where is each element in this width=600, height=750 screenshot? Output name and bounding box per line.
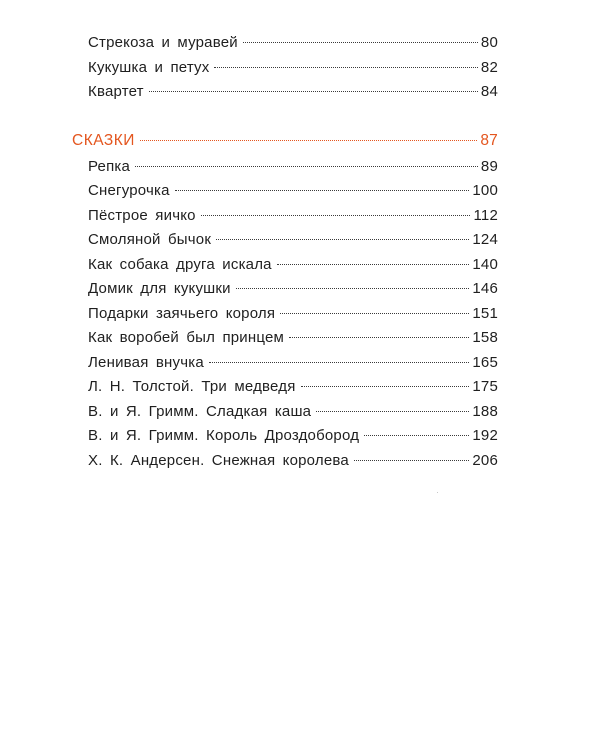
toc-section-group bbox=[88, 158, 498, 477]
toc-entry-page: 89 bbox=[480, 157, 498, 175]
toc-leader-dots bbox=[135, 166, 478, 167]
toc-leader-dots bbox=[140, 140, 477, 141]
toc-entry[interactable] bbox=[88, 158, 498, 183]
toc-entry[interactable] bbox=[88, 354, 498, 379]
toc-entry[interactable] bbox=[88, 403, 498, 428]
toc-leader-dots bbox=[214, 67, 477, 68]
toc-entry-title: В. и Я. Гримм. Сладкая каша bbox=[88, 402, 312, 420]
toc-entry-page: 165 bbox=[472, 353, 498, 371]
toc-entry-title: Как собака друга искала bbox=[88, 255, 272, 273]
toc-leader-dots bbox=[364, 435, 469, 436]
toc-entry[interactable] bbox=[88, 207, 498, 232]
toc-entry-title: Смоляной бычок bbox=[88, 231, 212, 248]
toc-entry[interactable] bbox=[88, 256, 498, 281]
toc-leader-dots bbox=[209, 362, 469, 363]
toc-entry-title: Домик для кукушки bbox=[88, 280, 231, 297]
toc-entry-page: 146 bbox=[472, 280, 498, 297]
toc-leader-dots bbox=[280, 313, 469, 314]
toc-entry-page: 188 bbox=[472, 402, 498, 420]
section-spacer bbox=[88, 108, 498, 132]
toc-leader-dots bbox=[243, 42, 478, 43]
toc-entry-title: Пёстрое яичко bbox=[88, 206, 196, 224]
toc-section-heading[interactable] bbox=[72, 132, 498, 158]
toc-entry-title: Л. Н. Толстой. Три медведя bbox=[88, 378, 296, 395]
toc-entry-title: Стрекоза и муравей bbox=[88, 34, 238, 51]
toc-entry-title: Подарки заячьего короля bbox=[88, 304, 276, 322]
toc-leader-dots bbox=[316, 411, 469, 412]
toc-entry[interactable] bbox=[88, 329, 498, 354]
toc-entry-title: Х. К. Андерсен. Снежная королева bbox=[88, 451, 349, 469]
toc-entry-page: 100 bbox=[472, 182, 498, 199]
section-title: СКАЗКИ bbox=[72, 131, 135, 149]
toc-entry-page: 206 bbox=[472, 451, 498, 469]
toc-entry-page: 192 bbox=[472, 427, 498, 444]
toc-entry-title: Ленивая внучка bbox=[88, 353, 204, 371]
toc-entry[interactable] bbox=[88, 59, 498, 84]
toc-entry[interactable] bbox=[88, 280, 498, 305]
toc-entry[interactable] bbox=[88, 34, 498, 59]
toc-entry-page: 112 bbox=[473, 206, 498, 224]
toc-entry-page: 124 bbox=[472, 231, 498, 248]
toc-entry[interactable] bbox=[88, 427, 498, 452]
section-page: 87 bbox=[480, 131, 498, 149]
toc-leader-dots bbox=[236, 288, 470, 289]
toc-entry-page: 80 bbox=[480, 34, 498, 51]
toc-entry-title: Снегурочка bbox=[88, 182, 170, 199]
toc-leader-dots bbox=[277, 264, 470, 265]
toc-entry-page: 140 bbox=[472, 255, 498, 273]
toc-leader-dots bbox=[149, 91, 478, 92]
toc-leader-dots bbox=[301, 386, 470, 387]
toc-entry-title: Квартет bbox=[88, 83, 144, 100]
toc-entry-page: 84 bbox=[480, 83, 498, 100]
toc-entry-title: Репка bbox=[88, 157, 131, 175]
toc-leader-dots bbox=[289, 337, 469, 338]
toc-entry-page: 175 bbox=[472, 378, 498, 395]
toc-entry-title: Кукушка и петух bbox=[88, 58, 210, 76]
table-of-contents bbox=[72, 34, 498, 476]
toc-entry[interactable] bbox=[88, 83, 498, 108]
toc-entry[interactable] bbox=[88, 378, 498, 403]
toc-entry[interactable] bbox=[88, 182, 498, 207]
toc-entry-page: 158 bbox=[472, 329, 498, 346]
toc-leader-dots bbox=[201, 215, 471, 216]
toc-entry-title: Как воробей был принцем bbox=[88, 329, 285, 346]
toc-leader-dots bbox=[175, 190, 470, 191]
toc-entry-page: 151 bbox=[472, 304, 498, 322]
toc-entry[interactable] bbox=[88, 305, 498, 330]
toc-leader-dots bbox=[216, 239, 469, 240]
paper-speck bbox=[437, 492, 438, 493]
toc-entry[interactable] bbox=[88, 231, 498, 256]
toc-leader-dots bbox=[354, 460, 469, 461]
toc-entry-title: В. и Я. Гримм. Король Дроздобород bbox=[88, 427, 360, 444]
toc-entry-page: 82 bbox=[480, 58, 498, 76]
toc-entry[interactable] bbox=[88, 452, 498, 477]
toc-top-group bbox=[88, 34, 498, 108]
